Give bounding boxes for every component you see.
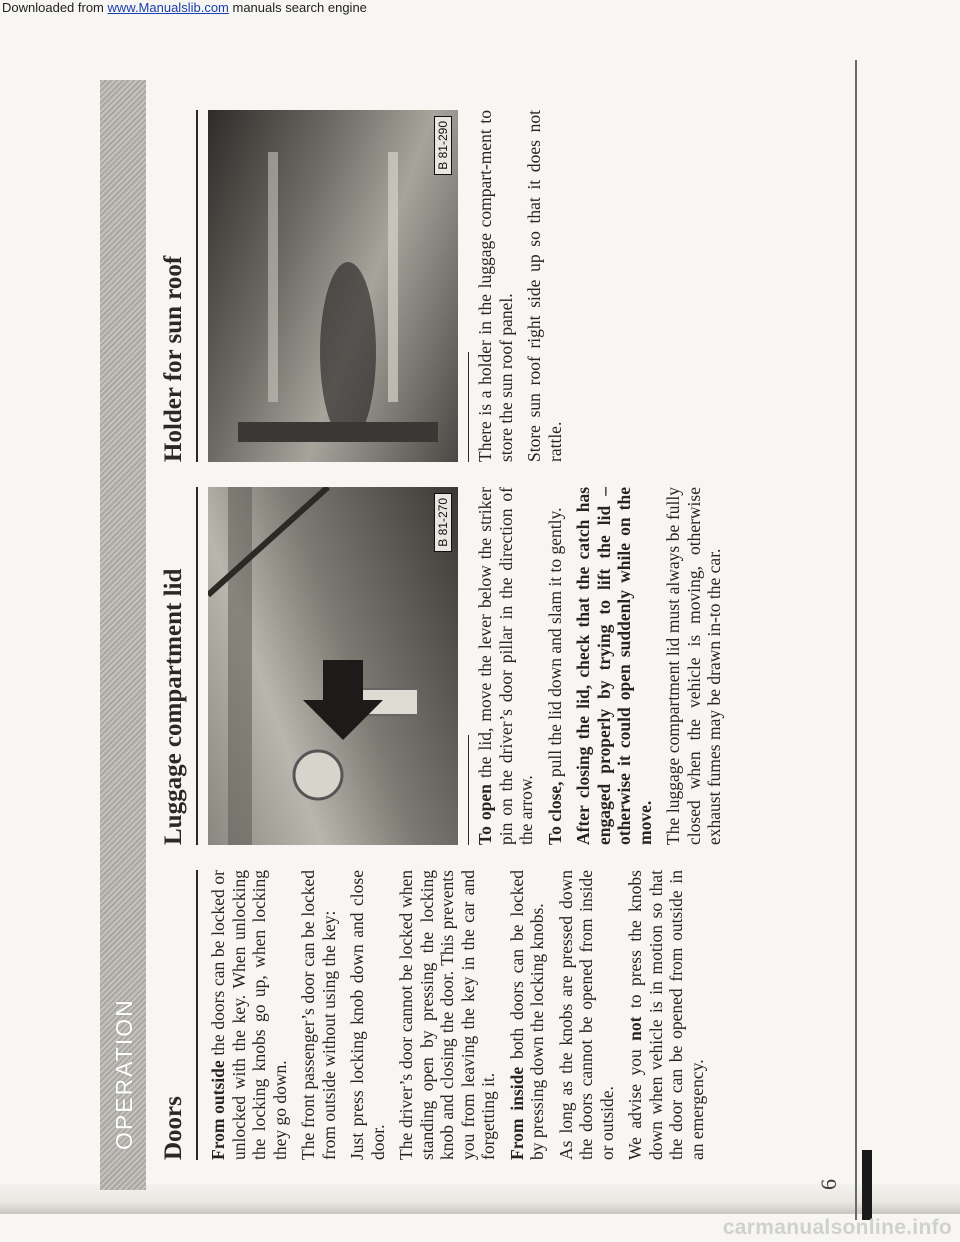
section-band bbox=[100, 80, 146, 1190]
luggage-photo-rule bbox=[468, 735, 469, 845]
page-spine-edge bbox=[862, 1150, 872, 1220]
sunroof-column bbox=[158, 110, 573, 462]
sunroof-holder-illustration bbox=[208, 110, 458, 462]
doors-p7-a: We advise you bbox=[625, 1040, 645, 1160]
luggage-p2-rest: pull the lid down and slam it to gently. bbox=[544, 507, 565, 782]
luggage-paragraph-2 bbox=[545, 487, 566, 845]
header-suffix: manuals search engine bbox=[228, 0, 367, 15]
luggage-p2-lead: To close, bbox=[544, 781, 565, 845]
doors-paragraph-3: Just press locking knob down and close door. bbox=[347, 870, 388, 1160]
doors-p1-lead: From outside bbox=[208, 1060, 228, 1160]
page-number: 6 bbox=[816, 1179, 841, 1190]
luggage-paragraph-4: The luggage compartment lid must always be fully closed when the vehicle is moving, otherwise exhaust fumes may be drawn in-to the car. bbox=[663, 487, 724, 845]
doors-column bbox=[158, 870, 715, 1160]
sunroof-photo-ref: B 81-290 bbox=[434, 116, 452, 175]
doors-p5-lead: From inside bbox=[506, 1066, 527, 1160]
watermark-footer: carmanualsonline.info bbox=[722, 1216, 952, 1239]
luggage-p1-rest: the lid, move the lever below the striker pin on the driver’s door pillar in the direction of the arrow. bbox=[475, 487, 536, 845]
luggage-column bbox=[158, 487, 733, 845]
doors-paragraph-2: The front passenger’s door can be locked from outside without using the key: bbox=[298, 870, 339, 1160]
doors-p5-rest: both doors can be locked by pressing down the locking knobs. bbox=[506, 870, 547, 1160]
doors-p1-rest: the doors can be locked or unlocked with the key. When unlocking the locking knobs go up, when locking they go down. bbox=[208, 869, 290, 1160]
luggage-title: Luggage compartment lid bbox=[160, 568, 187, 845]
sunroof-title: Holder for sun roof bbox=[160, 255, 187, 462]
luggage-title-rule bbox=[196, 487, 198, 845]
rotated-page bbox=[100, 80, 860, 1190]
sunroof-paragraph-1: There is a holder in the luggage compart-ment to store the sun roof panel. bbox=[475, 110, 516, 462]
sunroof-photo-rule bbox=[468, 352, 469, 462]
section-title: OPERATION bbox=[111, 998, 137, 1150]
doors-paragraph-7 bbox=[625, 870, 707, 1160]
header-prefix: Downloaded from bbox=[2, 0, 108, 15]
doors-p7-c: to press the knobs down when vehicle is in motion so that the door can be opened from outside in an emergency. bbox=[625, 870, 707, 1160]
doors-title: Doors bbox=[160, 1096, 187, 1160]
luggage-photo-ref: B 81-270 bbox=[434, 493, 452, 552]
luggage-paragraph-1 bbox=[475, 487, 537, 845]
sunroof-holder-photo bbox=[208, 110, 458, 462]
sunroof-title-rule bbox=[196, 110, 198, 462]
sunroof-paragraph-2: Store sun roof right side up so that it does not rattle. bbox=[524, 110, 565, 462]
doors-title-rule bbox=[196, 870, 198, 1160]
doors-paragraph-5 bbox=[507, 870, 548, 1160]
doors-p7-b: not bbox=[625, 1016, 645, 1041]
luggage-warning: After closing the lid, check that the catch has engaged properly by trying to lift the lid – otherwise it could open suddenly while on the move. bbox=[573, 487, 655, 845]
lever-arrow-illustration bbox=[208, 487, 458, 845]
doors-paragraph-4: The driver’s door cannot be locked when standing open by pressing the locking knob and closing the door. This prevents you from leaving the key in the car and forgetting it. bbox=[396, 870, 498, 1160]
download-header bbox=[0, 0, 960, 16]
doors-paragraph-1 bbox=[208, 870, 290, 1160]
luggage-lid-photo bbox=[208, 487, 458, 845]
doors-paragraph-6: As long as the knobs are pressed down the doors cannot be opened from inside or outside. bbox=[555, 870, 617, 1160]
luggage-p1-lead: To open bbox=[475, 784, 495, 845]
manualslib-link[interactable]: www.Manualslib.com bbox=[107, 0, 229, 15]
